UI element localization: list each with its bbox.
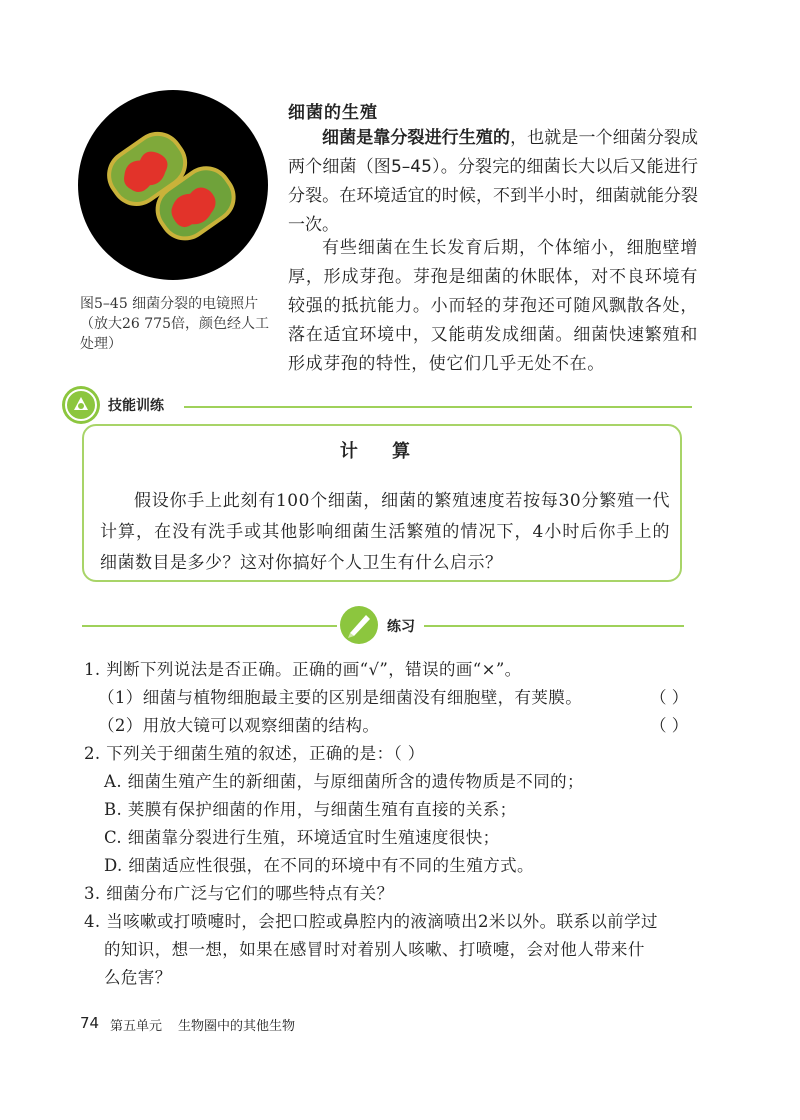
skill-training-title: 计 算 <box>339 441 425 462</box>
caption-line: （放大26 775倍，颜色经人工 <box>80 316 269 332</box>
paragraph-reproduction <box>288 124 698 240</box>
section-title: 细菌的生殖 <box>288 103 378 123</box>
exercise-label: 练习 <box>387 619 415 635</box>
question-4 <box>84 908 684 992</box>
question-1-item-1: （1）细菌与植物细胞最主要的区别是细菌没有细胞壁，有荚膜。 <box>98 688 583 707</box>
caption-line: 处理） <box>80 336 122 352</box>
question-1-item-2: （2）用放大镜可以观察细菌的结构。 <box>98 716 380 735</box>
skill-training-text: 假设你手上此刻有100个细菌，细菌的繁殖速度若按每30分繁殖一代计算，在没有洗手或其他影响细菌生活繁殖的情况下，4小时后你手上的细菌数目是多少？这对你搞好个人卫生有什么启示？ <box>100 491 670 573</box>
key-statement: 细菌是靠分裂进行生殖的 <box>322 128 511 148</box>
question-4-line: 的知识，想一想，如果在感冒时对着别人咳嗽、打喷嚏，会对他人带来什 <box>104 940 645 959</box>
question-2-option-b: B. 荚膜有保护细菌的作用，与细菌生殖有直接的关系； <box>104 800 517 819</box>
question-4-line: 么危害？ <box>104 968 172 987</box>
question-3: 3. 细菌分布广泛与它们的哪些特点有关？ <box>84 884 394 903</box>
caption-line: 图5–45 细菌分裂的电镜照片 <box>80 296 259 312</box>
question-2: 2. 下列关于细菌生殖的叙述，正确的是：（ ） <box>84 744 425 763</box>
chapter-title: 生物圈中的其他生物 <box>178 1019 296 1034</box>
figure-caption <box>80 294 280 354</box>
question-2-option-d: D. 细菌适应性很强，在不同的环境中有不同的生殖方式。 <box>104 856 534 875</box>
question-4-line: 4. 当咳嗽或打喷嚏时，会把口腔或鼻腔内的液滴喷出2米以外。联系以前学过 <box>84 912 658 931</box>
bacteria-division-photo <box>78 90 268 280</box>
divider-line <box>424 625 684 627</box>
exercise-icon <box>339 605 379 645</box>
skill-training-label: 技能训练 <box>108 398 164 414</box>
paragraph-rest: ，也就是一个细菌分裂成两个细菌（图5–45）。分裂完的细菌长大以后又能进行分裂。在环境适宜的时候，不到半小时，细菌就能分裂一次。 <box>288 128 699 235</box>
page-number: 74 <box>80 1014 100 1032</box>
answer-blank: （ ） <box>650 688 689 707</box>
question-2-option-c: C. 细菌靠分裂进行生殖，环境适宜时生殖速度很快； <box>104 828 500 847</box>
skill-training-header <box>62 386 692 428</box>
divider-line <box>82 625 337 627</box>
skill-training-icon <box>62 386 100 424</box>
answer-blank: （ ） <box>650 716 689 735</box>
divider-line <box>184 406 692 408</box>
question-1: 1. 判断下列说法是否正确。正确的画“√”，错误的画“×”。 <box>84 660 522 679</box>
unit-title: 第五单元 <box>110 1019 163 1034</box>
paragraph-spores: 有些细菌在生长发育后期，个体缩小，细胞壁增厚，形成芽孢。芽孢是细菌的休眠体，对不良环境有较强的抵抗能力。小而轻的芽孢还可随风飘散各处，落在适宜环境中，又能萌发成细菌。细菌快速繁殖和形成芽孢的特性，使它们几乎无处不在。 <box>288 238 698 374</box>
question-2-option-a: A. 细菌生殖产生的新细菌，与原细菌所含的遗传物质是不同的； <box>104 772 584 791</box>
